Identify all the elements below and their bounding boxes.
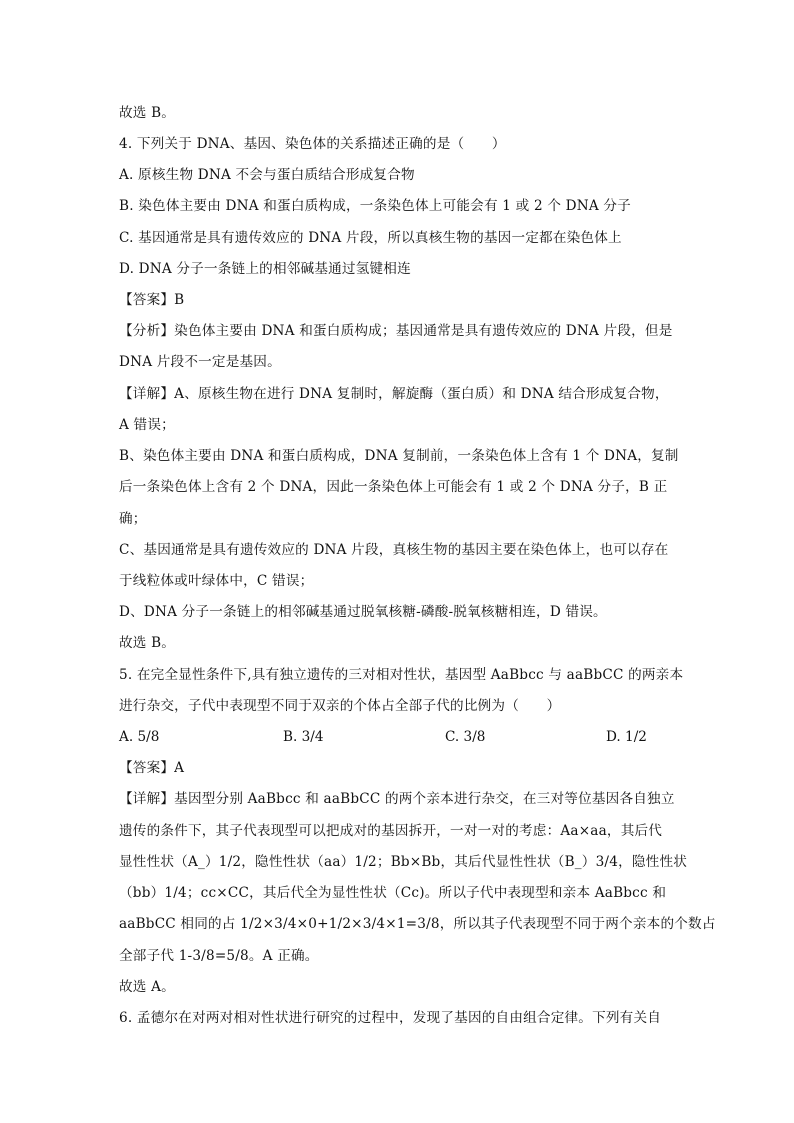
text-line: 遗传的条件下，其子代表现型可以把成对的基因拆开，一对一对的考虑：Aa×aa，其后代 — [119, 823, 663, 839]
question-5-option-c: C. 3/8 — [445, 729, 486, 745]
question-5-explanation: 【详解】基因型分别 AaBbcc 和 aaBbCC 的两个亲本进行杂交，在三对等位基因各自独立 — [119, 791, 675, 807]
text-line: 后一条染色体上含有 2 个 DNA，因此一条染色体上可能会有 1 或 2 个 DNA 分子，B 正 — [119, 479, 668, 495]
text-line: 全部子代 1-3/8=5/8。A 正确。 — [119, 948, 319, 964]
text-line: aaBbCC 相同的占 1/2×3/4×0+1/2×3/4×1=3/8，所以其子代表现型不同于两个亲本的个数占 — [119, 916, 716, 932]
question-4-stem: 4. 下列关于 DNA、基因、染色体的关系描述正确的是（ ） — [119, 136, 506, 152]
text-line: 故选 A。 — [119, 979, 175, 995]
question-4-option-a: A. 原核生物 DNA 不会与蛋白质结合形成复合物 — [119, 167, 415, 183]
question-4-option-c: C. 基因通常是具有遗传效应的 DNA 片段，所以真核生物的基因一定都在染色体上 — [119, 230, 622, 246]
question-4-explanation: 【详解】A、原核生物在进行 DNA 复制时，解旋酶（蛋白质）和 DNA 结合形成复合物， — [119, 386, 669, 402]
text-line: B、染色体主要由 DNA 和蛋白质构成，DNA 复制前，一条染色体上含有 1 个 DNA，复制 — [119, 448, 679, 464]
text-line: 确； — [119, 511, 147, 527]
question-5-answer: 【答案】A — [119, 760, 185, 776]
text-line: 故选 B。 — [119, 105, 176, 121]
text-line: C、基因通常是具有遗传效应的 DNA 片段，真核生物的基因主要在染色体上，也可以存在 — [119, 542, 669, 558]
question-4-option-d: D. DNA 分子一条链上的相邻碱基通过氢键相连 — [119, 261, 411, 277]
text-line: 显性性状（A_）1/2，隐性性状（aa）1/2；Bb×Bb，其后代显性性状（B_）3/4，隐性性状 — [119, 854, 688, 870]
question-5-option-a: A. 5/8 — [119, 729, 160, 745]
text-line: DNA 片段不一定是基因。 — [119, 354, 281, 370]
question-4-answer: 【答案】B — [119, 292, 185, 308]
question-5-option-b: B. 3/4 — [283, 729, 324, 745]
question-4-analysis: 【分析】染色体主要由 DNA 和蛋白质构成；基因通常是具有遗传效应的 DNA 片段，但是 — [119, 323, 673, 339]
question-5-stem: 5. 在完全显性条件下,具有独立遗传的三对相对性状，基因型 AaBbcc 与 aaBbCC 的两亲本 — [119, 667, 684, 683]
question-6-stem: 6. 孟德尔在对两对相对性状进行研究的过程中，发现了基因的自由组合定律。下列有关自 — [119, 1010, 662, 1026]
text-line: 故选 B。 — [119, 635, 176, 651]
question-5-option-d: D. 1/2 — [606, 729, 647, 745]
text-line: 进行杂交，子代中表现型不同于双亲的个体占全部子代的比例为（ ） — [119, 698, 561, 714]
text-line: （bb）1/4；cc×CC，其后代全为显性性状（Cc)。所以子代中表现型和亲本 AaBbcc 和 — [119, 885, 667, 901]
text-line: A 错误； — [119, 417, 175, 433]
text-line: 于线粒体或叶绿体中，C 错误； — [119, 573, 314, 589]
question-4-option-b: B. 染色体主要由 DNA 和蛋白质构成，一条染色体上可能会有 1 或 2 个 DNA 分子 — [119, 198, 631, 214]
text-line: D、DNA 分子一条链上的相邻碱基通过脱氧核糖-磷酸-脱氧核糖相连，D 错误。 — [119, 604, 607, 620]
